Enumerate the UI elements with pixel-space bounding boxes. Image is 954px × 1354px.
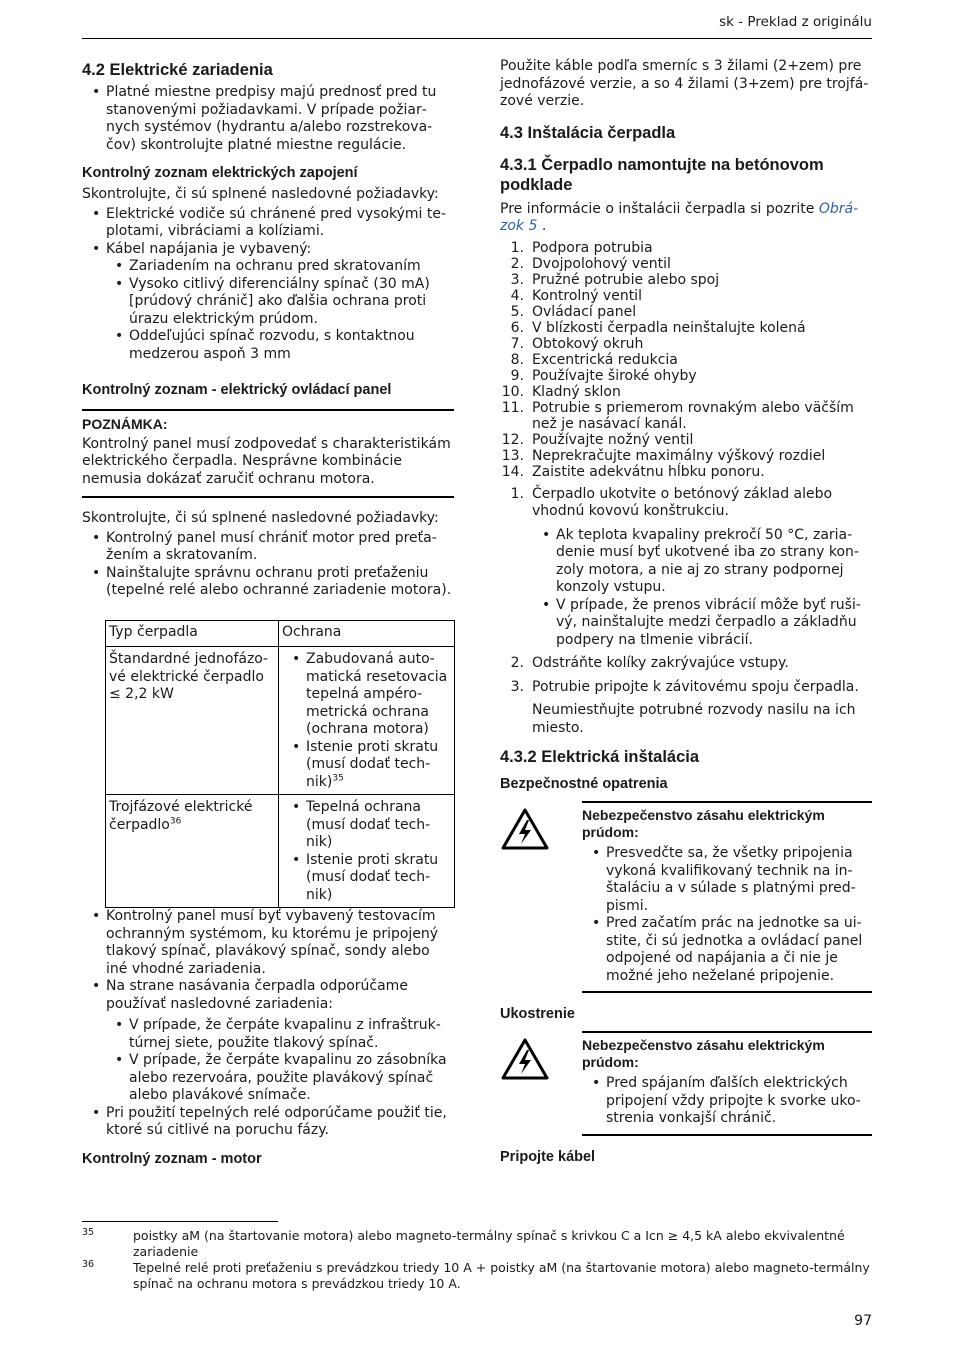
note-text: Kontrolný panel musí zodpovedať s charakteristikám elektrického čerpadla. Nesprávne kombinácie nemusia dokázať zaručiť ochranu motora.	[82, 435, 451, 487]
step-text: Čerpadlo ukotvite o betónový základ alebo vhodnú kovovú konštrukciu.	[532, 485, 833, 519]
list-text: Kontrolný ventil	[532, 287, 642, 304]
list-number: 8.	[510, 351, 524, 368]
list-item: • Pred spájaním ďalších elektrických pripojení vždy pripojte k svorke ukostrenia vonkajší chránič.	[582, 1075, 872, 1128]
list-number: 14.	[501, 463, 524, 480]
list-text: Excentrická redukcia	[532, 351, 678, 368]
after-table-last-bullet	[82, 1105, 454, 1140]
table-cell	[106, 647, 279, 795]
list-item	[500, 256, 872, 272]
list-text: Kladný sklon	[532, 383, 621, 400]
list-item: • Kontrolný panel musí byť vybavený testovacím ochranným systémom, ku ktorému je pripojený tlakový spínač, plavákový spínač, sondy alebo iné vhodné zariadenia.	[82, 908, 454, 978]
warning-block-electric	[500, 801, 872, 993]
step-text: Potrubie pripojte k závitovému spoju čerpadla.	[532, 678, 859, 695]
list-item: • Oddeľujúci spínač rozvodu, s kontaktnou medzerou aspoň 3 mm	[105, 328, 454, 363]
list-item: • V prípade, že čerpáte kvapalinu z infraštruktúrnej siete, použite tlakový spínač.	[105, 1017, 454, 1052]
step-number: 2.	[510, 655, 524, 671]
list-item: • Pred začatím prác na jednotke sa uistite, či sú jednotka a ovládací panel odpojené od napájania a či nie je možné jeho neželané pripojenie.	[582, 915, 872, 985]
list-text: Podpora potrubia	[532, 239, 653, 256]
parts-list	[500, 240, 872, 480]
safety-title: Bezpečnostné opatrenia	[500, 776, 668, 792]
warning-content	[582, 801, 872, 993]
checklist-connections-subbullets	[105, 258, 454, 363]
step-item	[500, 486, 872, 650]
list-item	[500, 336, 872, 352]
list-number: 5.	[510, 303, 524, 320]
protection-text: Istenie proti skratu (musí dodať technik)	[306, 738, 439, 790]
footnote-number: 36	[82, 1259, 95, 1270]
section-4-3-1-intro	[500, 201, 872, 236]
footnote-text: poistky aM (na štartovanie motora) alebo magneto-termálny spínač s krivkou C a Icn ≥ 4,5 kA alebo ekvivalentné zariadenie	[133, 1228, 845, 1259]
warning-bullets	[582, 1075, 872, 1128]
list-item	[500, 272, 872, 288]
checklist-connections-intro: Skontrolujte, či sú splnené nasledovné požiadavky:	[82, 186, 439, 202]
footnote	[82, 1260, 872, 1291]
list-number: 10.	[501, 383, 524, 400]
list-item: • Vysoko citlivý diferenciálny spínač (30 mA) [prúdový chránič] ako ďalšia ochrana proti úrazu elektrickým prúdom.	[105, 276, 454, 329]
step-number: 1.	[510, 485, 524, 502]
checklist-connections-title: Kontrolný zoznam elektrických zapojení	[82, 165, 358, 181]
footnote-number: 35	[82, 1227, 95, 1238]
footnote-rule	[82, 1221, 278, 1222]
list-item	[282, 739, 451, 792]
table-header-row	[106, 620, 455, 647]
list-number: 6.	[510, 319, 524, 336]
warning-title: Nebezpečenstvo zásahu elektrickým prúdom:	[582, 1037, 825, 1070]
list-text: Zaistite adekvátnu hĺbku ponoru.	[532, 463, 765, 480]
protection-table	[105, 620, 455, 909]
list-item	[500, 320, 872, 336]
right-column	[500, 58, 872, 1170]
cable-text: Použite káble podľa smerníc s 3 žilami (2+zem) pre jednofázové verzie, a so 4 žilami (3+zem) pre trojfázové verzie.	[500, 58, 869, 109]
step-1-bullets	[532, 527, 872, 650]
figure-5-link[interactable]: Obrázok 5	[500, 200, 859, 234]
list-item: • Elektrické vodiče sú chránené pred vysokými teplotami, vibráciami a kolíziami.	[82, 206, 454, 241]
checklist-panel-bullets	[82, 530, 454, 600]
list-item: • Ak teplota kvapaliny prekročí 50 °C, zariadenie musí byť ukotvené iba zo strany konzoly motora, a nie aj zo strany podpornej konzoly vstupu.	[532, 527, 872, 597]
section-4-3-title: 4.3 Inštalácia čerpadla	[500, 123, 676, 142]
list-text: Neprekračujte maximálny výškový rozdiel	[532, 447, 826, 464]
list-text: Potrubie s priemerom rovnakým alebo väčším než je nasávací kanál.	[532, 399, 854, 432]
note-title: POZNÁMKA:	[82, 416, 168, 432]
list-item	[500, 432, 872, 448]
list-number: 11.	[501, 399, 524, 416]
section-4-2-bullets	[82, 84, 454, 154]
checklist-motor-title: Kontrolný zoznam - motor	[82, 1150, 262, 1167]
pump-type-three-phase: Trojfázové elektrické čerpadlo	[109, 799, 253, 833]
list-number: 13.	[501, 447, 524, 464]
page-header: sk - Preklad z originálu	[719, 14, 872, 30]
electric-hazard-icon	[500, 801, 582, 993]
connect-cable-title: Pripojte kábel	[500, 1148, 596, 1165]
grounding-title: Ukostrenie	[500, 1006, 575, 1022]
list-text: V blízkosti čerpadla neinštalujte kolená	[532, 319, 806, 336]
checklist-panel-title: Kontrolný zoznam - elektrický ovládací panel	[82, 382, 392, 398]
list-item: • Pri použití tepelných relé odporúčame použiť tie, ktoré sú citlivé na poruchu fázy.	[82, 1105, 454, 1140]
list-text: Pružné potrubie alebo spoj	[532, 271, 720, 288]
footnote-ref[interactable]: 35	[332, 772, 344, 783]
warning-content	[582, 1031, 872, 1136]
list-item	[500, 368, 872, 384]
step-3-note: Neumiestňujte potrubné rozvody nasilu na ich miesto.	[532, 702, 856, 736]
checklist-panel-intro: Skontrolujte, či sú splnené nasledovné požiadavky:	[82, 510, 439, 526]
left-column	[82, 58, 454, 1172]
list-item	[500, 240, 872, 256]
table-cell	[279, 647, 455, 795]
step-number: 3.	[510, 678, 524, 695]
step-item	[500, 679, 872, 738]
warning-block-grounding	[500, 1031, 872, 1136]
step-item	[500, 655, 872, 673]
list-number: 3.	[510, 271, 524, 288]
list-number: 4.	[510, 287, 524, 304]
protection-list	[282, 799, 451, 904]
list-item	[500, 400, 872, 432]
list-number: 2.	[510, 255, 524, 272]
list-item	[500, 352, 872, 368]
footnote-text: Tepelné relé proti preťaženiu s prevádzkou triedy 10 A + poistky aM (na štartovanie motora) alebo magneto-termálny spínač na ochranu motora s prevádzkou triedy 10 A.	[133, 1260, 870, 1291]
list-text: Dvojpolohový ventil	[532, 255, 671, 272]
list-item: • V prípade, že čerpáte kvapalinu zo zásobníka alebo rezervoára, použite plavákový spínač alebo plavákové snímače.	[105, 1052, 454, 1105]
suction-devices-subbullets	[105, 1017, 454, 1105]
intro-text: Pre informácie o inštalácii čerpadla si pozrite	[500, 200, 815, 217]
list-item: • Zabudovaná automatická resetovacia tepelná ampérometrická ochrana (ochrana motora)	[282, 651, 451, 739]
footnote-ref[interactable]: 36	[169, 815, 182, 826]
after-table-bullets	[82, 908, 454, 1013]
section-4-2-title: 4.2 Elektrické zariadenia	[82, 61, 273, 79]
list-number: 1.	[510, 239, 524, 256]
list-text: Používajte široké ohyby	[532, 367, 697, 384]
table-header-cell: Typ čerpadla	[106, 620, 279, 647]
list-item	[500, 384, 872, 400]
list-number: 9.	[510, 367, 524, 384]
list-item: • Zariadením na ochranu pred skratovaním	[105, 258, 454, 276]
installation-steps	[500, 486, 872, 738]
table-header-cell: Ochrana	[279, 620, 455, 647]
list-text: Ovládací panel	[532, 303, 637, 320]
list-item	[500, 448, 872, 464]
note-box	[82, 409, 454, 498]
list-number: 7.	[510, 335, 524, 352]
page-number: 97	[854, 1313, 872, 1329]
list-item: • Tepelná ochrana (musí dodať technik)	[282, 799, 451, 852]
list-item: • Kábel napájania je vybavený:	[82, 241, 454, 259]
list-number: 12.	[501, 431, 524, 448]
list-item	[500, 288, 872, 304]
pump-type-single-phase: Štandardné jednofázové elektrické čerpadlo ≤ 2,2 kW	[109, 651, 268, 702]
section-4-3-2-title: 4.3.2 Elektrická inštalácia	[500, 748, 700, 766]
header-rule	[82, 38, 872, 39]
section-4-3-1-title: 4.3.1 Čerpadlo namontujte na betónovom podklade	[500, 155, 824, 194]
list-text: Obtokový okruh	[532, 335, 644, 352]
list-item: • Presvedčte sa, že všetky pripojenia vykoná kvalifikovaný technik na inštaláciu a v súlade s platnými predpismi.	[582, 845, 872, 915]
warning-bullets	[582, 845, 872, 985]
list-item: • Na strane nasávania čerpadla odporúčame používať nasledovné zariadenia:	[82, 978, 454, 1013]
list-item	[500, 464, 872, 480]
checklist-connections-bullets	[82, 206, 454, 259]
list-item: • Istenie proti skratu (musí dodať technik)	[282, 852, 451, 905]
intro-end: .	[537, 218, 547, 234]
list-item: • Nainštalujte správnu ochranu proti preťaženiu (tepelné relé alebo ochranné zariadenie motora).	[82, 565, 454, 600]
warning-title: Nebezpečenstvo zásahu elektrickým prúdom:	[582, 807, 825, 840]
table-row	[106, 647, 455, 795]
list-text: Používajte nožný ventil	[532, 431, 694, 448]
table-cell	[279, 795, 455, 908]
footnote	[82, 1228, 872, 1259]
list-item: • Kontrolný panel musí chrániť motor pred preťažením a skratovaním.	[82, 530, 454, 565]
list-item: • V prípade, že prenos vibrácií môže byť rušivý, nainštalujte medzi čerpadlo a základňu podpery na tlmenie vibrácií.	[532, 597, 872, 650]
table-cell	[106, 795, 279, 908]
protection-list	[282, 651, 451, 791]
electric-hazard-icon	[500, 1031, 582, 1136]
step-text: Odstráňte kolíky zakrývajúce vstupy.	[532, 655, 789, 671]
list-item: • Platné miestne predpisy majú prednosť pred tu stanovenými požiadavkami. V prípade požiarnych systémov (hydrantu a/alebo rozstrekovačov) skontrolujte platné miestne regulácie.	[82, 84, 454, 154]
list-item	[500, 304, 872, 320]
table-row	[106, 795, 455, 908]
